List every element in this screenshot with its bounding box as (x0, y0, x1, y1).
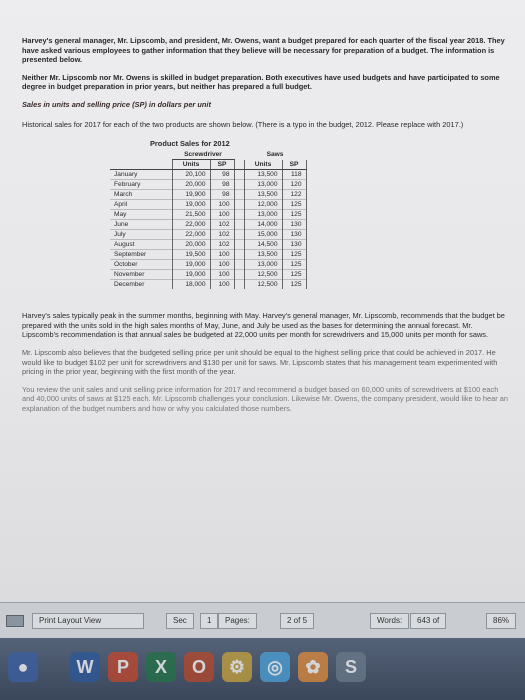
saws-sp-cell: 130 (282, 220, 306, 230)
screwdriver-units-cell: 21,500 (172, 210, 210, 220)
review-paragraph: You review the unit sales and unit selling price information for 2017 and recommend a budget based on 60,000 units of screwdrivers at $100 each and 40,000 units of saws at $125 each. Mr. Lipscomb challenges your conclusion. Likewise Mr. Owens, the company president, would like to hear an explanation of the budget numbers and how or why you calculated those numbers. (22, 384, 508, 413)
view-mode-button[interactable]: Print Layout View (32, 613, 144, 629)
month-cell: June (110, 220, 172, 230)
words-value: 643 of (410, 613, 446, 629)
screwdriver-sp-cell: 102 (210, 240, 234, 250)
screwdriver-sp-cell: 100 (210, 280, 234, 290)
table-gap-cell (234, 270, 244, 280)
historical-paragraph: Historical sales for 2017 for each of the two products are shown below. (There is a typo in the budget, 2012. Please replace with 2017.) (22, 119, 464, 129)
saws-units-cell: 14,500 (244, 240, 282, 250)
table-row (110, 200, 306, 210)
table-gap-cell (234, 250, 244, 260)
month-header (110, 160, 172, 170)
screwdriver-units-cell: 18,000 (172, 280, 210, 290)
screwdriver-sp-cell: 98 (210, 190, 234, 200)
skype-app-icon[interactable]: S (336, 652, 366, 682)
saws-units-cell: 12,000 (244, 200, 282, 210)
word-app-icon[interactable]: W (70, 652, 100, 682)
month-cell: January (110, 170, 172, 180)
photos-app-icon[interactable]: ✿ (298, 652, 328, 682)
month-cell: November (110, 270, 172, 280)
saws-units-cell: 13,000 (244, 210, 282, 220)
screwdriver-units-cell: 20,000 (172, 180, 210, 190)
table-row (110, 240, 306, 250)
table-gap-cell (234, 280, 244, 290)
table-title: Product Sales for 2012 (150, 139, 230, 149)
section-label: Sec (166, 613, 194, 629)
screwdriver-units-cell: 19,000 (172, 270, 210, 280)
table-corner (110, 150, 172, 160)
saws-units-header: Units (244, 160, 282, 170)
section-value: 1 (200, 613, 218, 629)
screwdriver-units-cell: 20,000 (172, 240, 210, 250)
saws-sp-cell: 125 (282, 280, 306, 290)
screwdriver-sp-cell: 102 (210, 220, 234, 230)
month-cell: April (110, 200, 172, 210)
table-row (110, 230, 306, 240)
table-row (110, 260, 306, 270)
month-cell: March (110, 190, 172, 200)
table-row (110, 170, 306, 180)
group-saws: Saws (266, 151, 284, 159)
table-gap-cell (234, 180, 244, 190)
month-cell: February (110, 180, 172, 190)
table-gap-cell (234, 170, 244, 180)
words-label: Words: (370, 613, 409, 629)
outlook-app-icon[interactable]: O (184, 652, 214, 682)
pages-label: Pages: (218, 613, 257, 629)
taskbar (0, 638, 525, 700)
price-paragraph: Mr. Lipscomb also believes that the budgeted selling price per unit should be equal to the highest selling price that could be achieved in 2017. He would like to budget $102 per unit for screwdrivers and $130 per unit for saws. Mr. Lipscomb states that his management team experimented with pricing in the prior year, beginning with the first month of the year. (22, 347, 498, 377)
excel-app-icon[interactable]: X (146, 652, 176, 682)
saws-sp-cell: 125 (282, 200, 306, 210)
saws-units-cell: 12,500 (244, 280, 282, 290)
saws-sp-cell: 125 (282, 210, 306, 220)
screwdriver-units-cell: 19,000 (172, 200, 210, 210)
zoom-level[interactable]: 86% (486, 613, 516, 629)
screwdriver-sp-cell: 100 (210, 210, 234, 220)
saws-units-cell: 13,500 (244, 190, 282, 200)
saws-sp-cell: 122 (282, 190, 306, 200)
settings-app-icon[interactable]: ⚙ (222, 652, 252, 682)
table-gap-header (234, 160, 244, 170)
screwdriver-sp-header: SP (210, 160, 234, 170)
screwdriver-sp-cell: 100 (210, 260, 234, 270)
group-screwdriver: Screwdriver (172, 150, 234, 160)
peak-paragraph: Harvey's sales typically peak in the summer months, beginning with May. Harvey's general manager, Mr. Lipscomb, recommends that the budget be prepared with the units sold in the high sales months of May, June, and July be used as the bases for determining the annual forecast. Mr. Lipscomb's recommendation is that annual sales be budgeted at 22,000 units per month for screwdrivers and 15,000 units per month for saws. (22, 311, 505, 340)
screwdriver-units-cell: 19,500 (172, 250, 210, 260)
intro-paragraph: Harvey's general manager, Mr. Lipscomb, and president, Mr. Owens, want a budget prepared for each quarter of the fiscal year 2018. They have asked various employees to gather information that they believe will be necessary for preparation of a budget. The information is presented below. (22, 36, 505, 65)
saws-sp-cell: 125 (282, 270, 306, 280)
neither-paragraph: Neither Mr. Lipscomb nor Mr. Owens is skilled in budget preparation. Both executives have used budgets and have participated to some degree in budget preparation in prior years, but neither has prepared a full budget. (22, 72, 500, 92)
month-cell: December (110, 280, 172, 290)
month-cell: May (110, 210, 172, 220)
saws-units-cell: 13,000 (244, 180, 282, 190)
powerpoint-app-icon[interactable]: P (108, 652, 138, 682)
table-gap-cell (234, 190, 244, 200)
saws-sp-cell: 120 (282, 180, 306, 190)
sales-table (110, 150, 307, 289)
screwdriver-units-header: Units (172, 160, 210, 170)
table-row (110, 280, 306, 290)
saws-sp-cell: 125 (282, 250, 306, 260)
table-row (110, 190, 306, 200)
screwdriver-units-cell: 22,000 (172, 220, 210, 230)
pages-value: 2 of 5 (280, 613, 314, 629)
table-row (110, 250, 306, 260)
saws-sp-cell: 130 (282, 230, 306, 240)
saws-units-cell: 13,500 (244, 250, 282, 260)
table-gap-cell (234, 230, 244, 240)
screwdriver-sp-cell: 100 (210, 250, 234, 260)
month-cell: August (110, 240, 172, 250)
table-row (110, 270, 306, 280)
saws-sp-cell: 118 (282, 170, 306, 180)
saws-units-cell: 14,000 (244, 220, 282, 230)
saws-units-cell: 13,500 (244, 170, 282, 180)
screwdriver-units-cell: 20,100 (172, 170, 210, 180)
month-cell: July (110, 230, 172, 240)
screwdriver-units-cell: 19,000 (172, 260, 210, 270)
table-gap-cell (234, 240, 244, 250)
saws-sp-cell: 125 (282, 260, 306, 270)
view-icon[interactable] (6, 615, 24, 627)
finder-icon[interactable]: ● (8, 652, 38, 682)
table-row (110, 220, 306, 230)
screwdriver-sp-cell: 98 (210, 180, 234, 190)
table-row (110, 180, 306, 190)
table-row (110, 210, 306, 220)
month-cell: October (110, 260, 172, 270)
sales-table-body (110, 170, 306, 290)
month-cell: September (110, 250, 172, 260)
table-gap-header (234, 150, 244, 160)
table-gap-cell (234, 220, 244, 230)
screwdriver-sp-cell: 98 (210, 170, 234, 180)
screwdriver-sp-cell: 102 (210, 230, 234, 240)
section-heading: Sales in units and selling price (SP) in dollars per unit (22, 99, 211, 109)
table-gap-cell (234, 210, 244, 220)
table-gap-cell (234, 200, 244, 210)
saws-sp-cell: 130 (282, 240, 306, 250)
safari-app-icon[interactable]: ◎ (260, 652, 290, 682)
saws-units-cell: 15,000 (244, 230, 282, 240)
saws-units-cell: 12,500 (244, 270, 282, 280)
sales-table-block (110, 139, 380, 289)
screwdriver-units-cell: 22,000 (172, 230, 210, 240)
table-gap-cell (234, 260, 244, 270)
screwdriver-sp-cell: 100 (210, 270, 234, 280)
status-bar (0, 602, 525, 638)
saws-units-cell: 13,000 (244, 260, 282, 270)
screwdriver-sp-cell: 100 (210, 200, 234, 210)
screwdriver-units-cell: 19,900 (172, 190, 210, 200)
saws-sp-header: SP (282, 160, 306, 170)
